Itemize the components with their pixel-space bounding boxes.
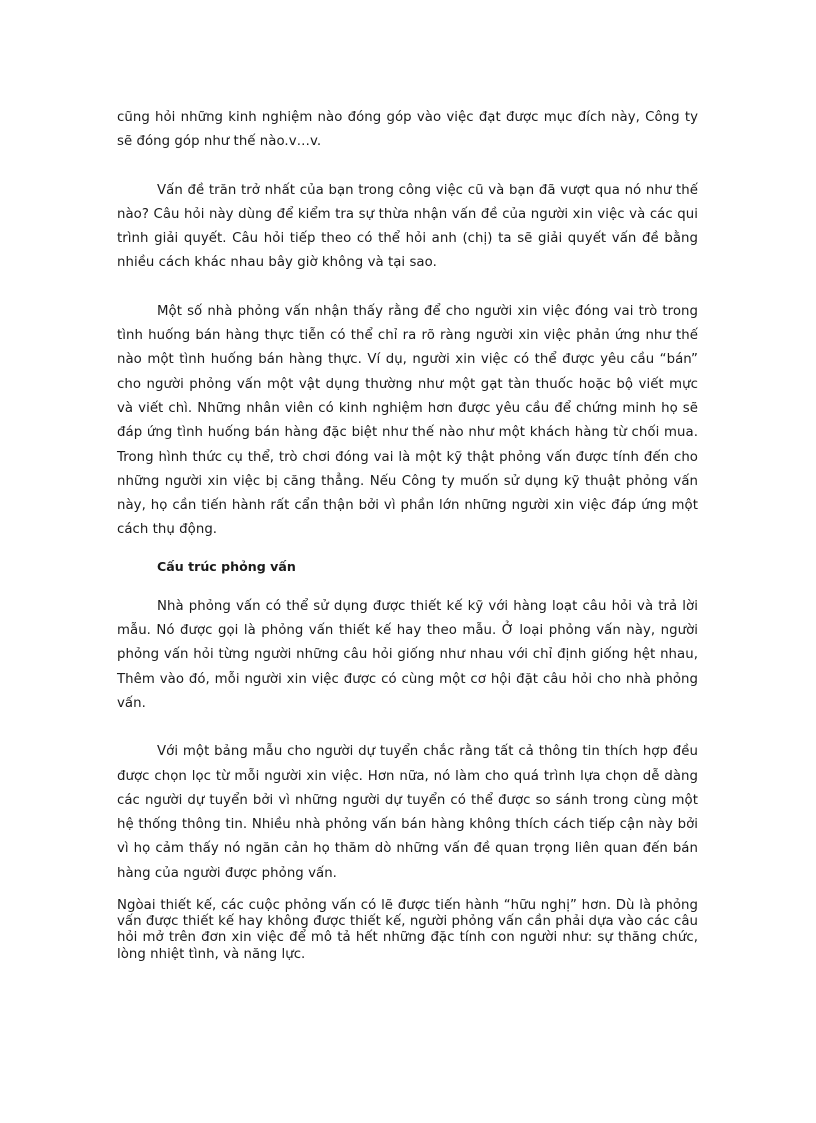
paragraph-form-template: Với một bảng mẫu cho người dự tuyển chắc rằng tất cả thông tin thích hợp đều được chọn lọc từ mỗi người xin việc. Hơn nữa, nó làm cho quá trình lựa chọn dễ dàng các người dự tuyển bởi vì những người dự tuyển có thể được so sánh trong cùng một hệ thống thông tin. Nhiều nhà phỏng vấn bán hàng không thích cách tiếp cận này bởi vì họ cảm thấy nó ngăn cản họ thăm dò những vấn đề quan trọng liên quan đến bán hàng của người được phỏng vấn. — [117, 744, 698, 881]
paragraph-problem-question: Vấn đề trăn trở nhất của bạn trong công việc cũ và bạn đã vượt qua nó như thế nào? Câu hỏi này dùng để kiểm tra sự thừa nhận vấn đề của người xin việc và các qui trình giải quyết. Câu hỏi tiếp theo có thể hỏi anh (chị) ta sẽ giải quyết vấn đề bằng nhiều cách khác nhau bây giờ không và tại sao. — [117, 182, 698, 271]
paragraph-structured-interview: Nhà phỏng vấn có thể sử dụng được thiết kế kỹ với hàng loạt câu hỏi và trả lời mẫu. Nó được gọi là phỏng vấn thiết kế hay theo mẫu. Ở loại phỏng vấn này, người phỏng vấn hỏi từng người những câu hỏi giống như nhau với chỉ định giống hệt nhau, Thêm vào đó, mỗi người xin việc được có cùng một cơ hội đặt câu hỏi cho nhà phỏng vấn. — [117, 598, 698, 711]
section-heading-interview-structure: Cấu trúc phỏng vấn — [157, 558, 296, 574]
document-body — [117, 106, 698, 963]
paragraph-continuation: cũng hỏi những kinh nghiệm nào đóng góp vào việc đạt được mục đích này, Công ty sẽ đóng góp như thế nào.v…v. — [117, 110, 698, 150]
paragraph-friendly-interview: Ngòai thiết kế, các cuộc phỏng vấn có lẽ được tiến hành “hữu nghị” hơn. Dù là phỏng vấn được thiết kế hay không được thiết kế, người phỏng vấn cần phải dựa vào các câu hỏi mở trên đơn xin việc để mô tả hết những đặc tính con người như: sự thăng chức, lòng nhiệt tình, và năng lực. — [117, 898, 698, 962]
paragraph-role-play: Một số nhà phỏng vấn nhận thấy rằng để cho người xin việc đóng vai trò trong tình huống bán hàng thực tiễn có thể chỉ ra rõ ràng người xin việc phản ứng như thế nào một tình huống bán hàng thực. Ví dụ, người xin việc có thể được yêu cầu “bán” cho người phỏng vấn một vật dụng thường như một gạt tàn thuốc hoặc bộ viết mực và viết chì. Những nhân viên có kinh nghiệm hơn được yêu cầu để chứng minh họ sẽ đáp ứng tình huống bán hàng đặc biệt như thế nào như một khách hàng từ chối mua. Trong hình thức cụ thể, trò chơi đóng vai là một kỹ thật phỏng vấn được tính đến cho những người xin việc bị căng thẳng. Nếu Công ty muốn sử dụng kỹ thuật phỏng vấn này, họ cần tiến hành rất cẩn thận bởi vì phần lớn những người xin việc đáp ứng một cách thụ động. — [117, 303, 698, 538]
